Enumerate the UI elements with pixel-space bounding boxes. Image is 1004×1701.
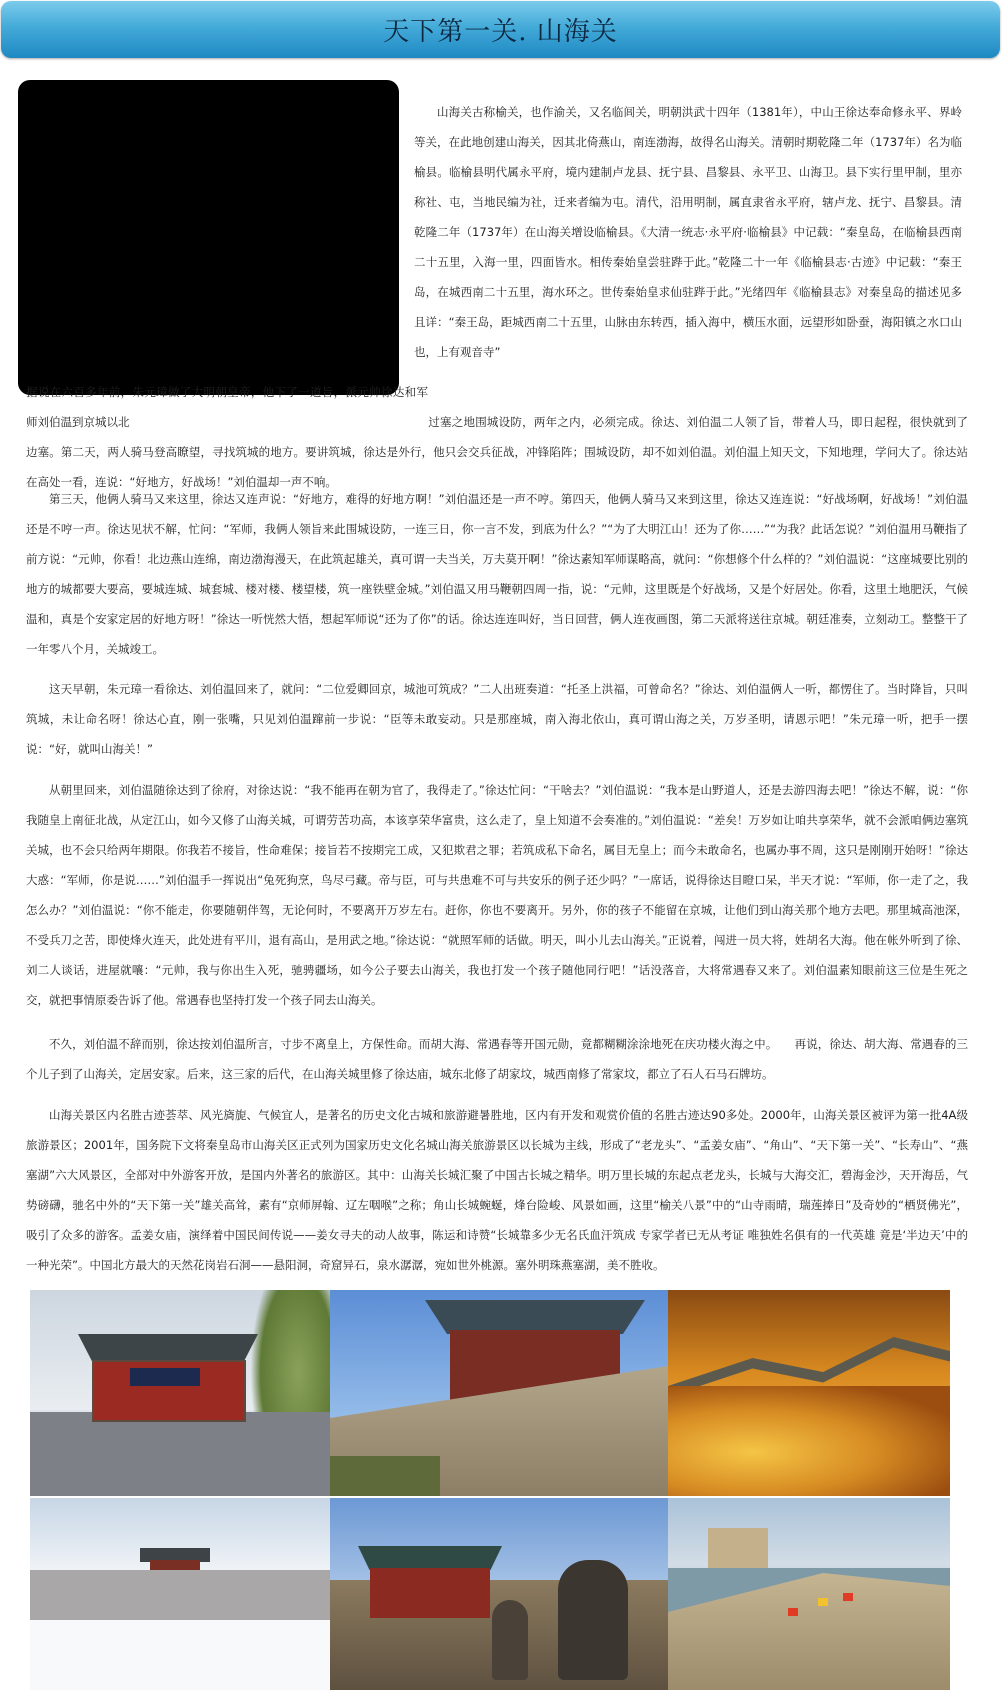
gallery-photo-snow-gate [30,1498,330,1690]
gallery-photo-wall-pavilion [330,1290,668,1496]
article-paragraph-legend-start [26,377,968,497]
gallery-photo-gate-statues [330,1498,668,1690]
article-paragraph-aftermath: 不久，刘伯温不辞而别，徐达按刘伯温所言，寸步不离皇上，方保性命。而胡大海、常遇春等开国元勋，竟都糊糊涂涂地死在庆功楼火海之中。 再说，徐达、胡大海、常遇春的三个儿子到了山海关，定居安家。后来，这三家的后代，在山海关城里修了徐达庙，城东北修了胡家坟，城西南修了常家坟，都立了石人石马石牌坊。 [26,1037,968,1081]
gallery-photo-sea-wall [668,1498,950,1690]
gallery-photo-autumn-wall [668,1290,950,1496]
gallery-photo-gate-tower [30,1290,330,1496]
article-paragraph-third-day: 第三天，他俩人骑马又来这里，徐达又连声说：“好地方，难得的好地方啊！”刘伯温还是一声不哼。第四天，他俩人骑马又来到这里，徐达又连连说：“好战场啊，好战场！”刘伯温还是不哼一声。徐达见状不解，忙问：“军师，我俩人领旨来此围城设防，一连三日，你一言不发，到底为什么？”“为了大明江山！还为了你……”“为我？此话怎说？”刘伯温用马鞭指了前方说：“元帅，你看！北边燕山连绵，南边渤海漫天，在此筑起雄关，真可谓一夫当关，万夫莫开啊！”徐达素知军师谋略高，就问：“你想修个什么样的？”刘伯温说：“这座城要比别的地方的城都要大要高，要城连城、城套城、楼对楼、楼望楼，筑一座铁壁金城。”刘伯温又用马鞭朝四周一指，说：“元帅，这里既是个好战场，又是个好居处。你看，这里土地肥沃，气候温和，真是个安家定居的好地方呀！”徐达一听恍然大悟，想起军师说“还为了你”的话。徐达连连叫好，当日回营，俩人连夜画图，第二天派将送往京城。朝廷准奏，立刻动工。整整干了一年零八个月，关城竣工。 [26,492,968,656]
hero-image-placeholder [18,80,399,395]
title-banner [1,1,1000,58]
article-paragraph-scenic-area: 山海关景区内名胜古迹荟萃、风光旖旎、气候宜人，是著名的历史文化古城和旅游避暑胜地，区内有开发和观赏价值的名胜古迹达90多处。2000年，山海关景区被评为第一批4A级旅游景区；2001年，国务院下文将秦皇岛市山海关区正式列为国家历史文化名城山海关旅游景区以长城为主线，形成了“老龙头”、“孟姜女庙”、“角山”、“天下第一关”、“长寿山”、“燕塞湖”六大风景区，全部对中外游客开放，是国内外著名的旅游区。其中：山海关长城汇聚了中国古长城之精华。明万里长城的东起点老龙头，长城与大海交汇，碧海金沙，天开海岳，气势磅礴，驰名中外的“天下第一关”雄关高耸，素有“京师屏翰、辽左咽喉”之称；角山长城蜿蜒，烽台险峻、风景如画，这里“榆关八景”中的“山寺雨晴，瑞莲捧日”及奇妙的“栖贤佛光”，吸引了众多的游客。孟姜女庙，演绎着中国民间传说——姜女寻夫的动人故事，陈运和诗赞“长城靠多少无名氏血汗筑成 专家学者已无从考证 唯独姓名俱有的一代英雄 竟是‘半边天’中的一种光荣”。中国北方最大的天然花岗岩石洞——悬阳洞，奇窟异石，泉水潺潺，宛如世外桃源。塞外明珠燕塞湖，美不胜收。 [26,1108,968,1272]
page-title: 天下第一关. 山海关 [383,17,618,47]
photo-gallery [30,1290,950,1690]
paragraph-rest-text: 过塞之地围城设防，两年之内，必须完成。徐达、刘伯温二人领了旨，带着人马，即日起程，很快就到了边塞。第二天，两人骑马登高瞭望，寻找筑城的地方。要讲筑城，徐达是外行，他只会交兵征战，冲锋陷阵；围城设防，却不如刘伯温。刘伯温上知天文，下知地理，学问大了。徐达站在高处一看，连说：“好地方，好战场！”刘伯温却一声不响。 [26,415,968,489]
article-paragraph-naming: 这天早朝，朱元璋一看徐达、刘伯温回来了，就问：“二位爱卿回京，城池可筑成？”二人出班奏道：“托圣上洪福，可曾命名？”徐达、刘伯温俩人一听，都愣住了。当时降旨，只叫筑城，未让命名呀！徐达心直，刚一张嘴，只见刘伯温蹿前一步说：“臣等未敢妄动。只是那座城，南入海北依山，真可谓山海之关，万岁圣明，请恩示吧！”朱元璋一听，把手一摆说：“好，就叫山海关！” [26,682,968,756]
paragraph-lead-text: 据说在六百多年前，朱元璋做了大明朝皇帝，他下了一道旨，派元帅徐达和军师刘伯温到京城以北 [26,385,428,429]
article-paragraph-departure: 从朝里回来，刘伯温随徐达到了徐府，对徐达说：“我不能再在朝为官了，我得走了。”徐达忙问：“干啥去？”刘伯温说：“我本是山野道人，还是去游四海去吧！”徐达不解，说：“你我随皇上南征北战，从定江山，如今又修了山海关城，可谓劳苦功高，本该享荣华富贵，这么走了，皇上知道不会奏准的。”刘伯温说：“差矣！万岁如让咱共享荣华，就不会派咱俩边塞筑关城，也不会只给两年期限。你我若不接旨，性命难保；接旨若不按期完工成，又犯欺君之罪；若筑成私下命名，属目无皇上；而今未敢命名，也属办事不周，这只是刚刚开始呀！”徐达大惑：“军师，你是说……”刘伯温手一挥说出“兔死狗烹，鸟尽弓藏。帝与臣，可与共患难不可与共安乐的例子还少吗？”一席话，说得徐达目瞪口呆，半天才说：“军师，你一走了之，我怎么办？”刘伯温说：“你不能走，你要随朝伴驾，无论何时，不要离开万岁左右。赶你，你也不要离开。另外，你的孩子不能留在京城，让他们到山海关那个地方去吧。那里城高池深，不受兵刀之苦，即使烽火连天，此处进有平川，退有高山，是用武之地。”徐达说：“就照军师的话做。明天，叫小儿去山海关。”正说着，闯进一员大将，姓胡名大海。他在帐外听到了徐、刘二人谈话，进屋就嚷：“元帅，我与你出生入死，驰骋疆场，如今公子要去山海关，我也打发一个孩子随他同行吧！”话没落音，大将常遇春又来了。刘伯温素知眼前这三位是生死之交，就把事情原委告诉了他。常遇春也坚持打发一个孩子同去山海关。 [26,783,968,1007]
article-paragraph-intro: 山海关古称榆关，也作渝关，又名临闾关，明朝洪武十四年（1381年），中山王徐达奉命修永平、界岭等关，在此地创建山海关，因其北倚燕山，南连渤海，故得名山海关。清朝时期乾隆二年（1737年）名为临榆县。临榆县明代属永平府，境内建制卢龙县、抚宁县、昌黎县、永平卫、山海卫。县下实行里甲制，里亦称社、屯，当地民编为社，迁来者编为屯。清代，沿用明制，属直隶省永平府，辖卢龙、抚宁、昌黎县。清乾隆二年（1737年）在山海关增设临榆县。《大清一统志·永平府·临榆县》中记载：“秦皇岛，在临榆县西南二十五里，入海一里，四面皆水。相传秦始皇尝驻跸于此。”乾隆二十一年《临榆县志·古迹》中记载：“秦王岛，在城西南二十五里，海水环之。世传秦始皇求仙驻跸于此。”光绪四年《临榆县志》对秦皇岛的描述见多且详：“秦王岛，距城西南二十五里，山脉由东转西，插入海中，横压水面，远望形如卧蚕，海阳镇之水口山也，上有观音寺” [414,105,962,359]
